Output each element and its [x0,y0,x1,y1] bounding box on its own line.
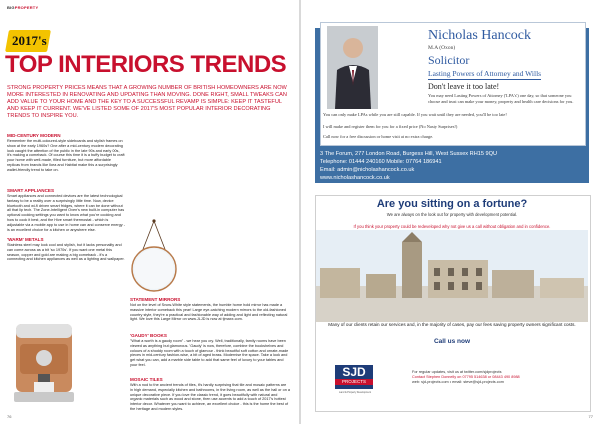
page-number-left: 76 [7,414,12,419]
footer-twitter[interactable]: For regular updates, visit us at twitter.com/sjdprojects [412,370,502,374]
section-text-warm-metals: Stainless steel may look cool and stylish, but it lacks personality and can come across as a bit 'so 1970s'. If you want one metal this season, copper and gold are making a big comeback - it's a connecting and kitchen appliances as well as a lighting and wallpaper. [7,243,125,262]
solicitor-qualification: M.A (Oxon) [428,45,456,51]
article-intro: STRONG PROPERTY PRICES MEANS THAT A GROWING NUMBER OF BRITISH HOMEOWNERS ARE NOW MORE INTERESTED IN RENOVATING AND UPDATING THAN MOVING. DONE RIGHT, SMALL TWEAKS CAN ADD VALUE TO YOUR HOME AND THE KEY TO A SUCCESSFUL REVAMP IS SIMPLE: KEEP IT TASTEFUL AND KEEP IT CURRENT. WE'VE LISTED SOME OF 2017'S MOST POPULAR INTERIOR DECORATING TRENDS TO INSPIRE YOU. [7,85,287,119]
round-mirror-image [130,217,178,297]
page-header [7,5,38,10]
development-ad-headline: Are you sitting on a fortune? [376,198,528,210]
development-ad-body: Many of our clients retain our services and, in the majority of cases, pay our fees saving property owners significant costs. [328,322,576,327]
solicitor-specialty: Lasting Powers of Attorney and Wills [428,69,542,78]
section-heading-statement-mirrors: STATEMENT MIRRORS [130,297,181,302]
development-ad-subline: We are always on the look out for property with development potential. [386,212,518,217]
development-ad-footer [412,370,582,385]
solicitor-website[interactable]: www.nicholashancock.co.uk [320,175,390,181]
article-title: TOP INTERIORS TRENDS [5,51,287,78]
solicitor-role: Solicitor [428,53,470,67]
solicitor-para-1: You may need Lasting Powers of Attorney ('LPA's') one day, so that someone you choose and trust can make your money, property and health care decisions for you. [428,93,574,104]
footer-contact: Contact Stephen Donnelly on 07795 514638 or 08443 490 8988 [412,375,520,379]
section-heading-warm-metals: 'WARM' METALS [7,237,44,242]
solicitor-para-4: Call now for a free discussion or home visit at no extra charge. [323,134,434,139]
section-text-mid-century: Remember the multi-coloured-style sideboards and stylish frames on show at the early 1960s? One after a mid-century modern decorating look caught the attention of the public in the late 90s and early 00s, it's making a comeback. Of course this time it is a buffy budget to craft your home with well-made, filled furniture, but more affordable replicas from brands like Ikea and Habitat make this a surprisingly wallet-friendly trend to take on. [7,139,125,172]
header-section: PROPERTY [14,5,39,10]
solicitor-email[interactable]: Email: admin@nicholashancock.co.uk [320,167,415,173]
badge-text: 2017's [12,33,47,48]
solicitor-name: Nicholas Hancock [428,28,532,43]
development-ad-call-to-action: Call us now [433,338,471,345]
header-brand: BIG [7,5,15,10]
section-text-smart-appliances: Smart appliances and connected devices are the latest technological fantasy to be a reality over a surprisingly little time. Now, device bluetooth and wi-fi driven smart fridges, where it can be done without all that lip tech. The Zone-Intelligent Oven's new built-in computer has optional cooking settings you want to know what you're cooking and how to cook it best, and the Hive smart thermostat - which is adjustable via a mobile app to use in home can and conserve energy - is an excellent choice for a kitchen or anywhere else. [7,194,125,232]
development-ad-midline: If you think your property could be redeveloped why not give us a call without obligation and in confidence. [353,224,551,229]
section-text-gaudy-books: "What a worth is a gaudy room" - we hear you cry. Well, traditionally, family rooms have been viewed as anything but glamorous. 'Gaudy' is now, therefore, combine the bookshelves and colours of a shoddy room with a touch of glamour - think beautiful soft cotton and ornate-made pieces in mid-century fashion-wise, a bit of aged brass. Modernise the space. Take a look and get what you can, add a marble side table to add that same feel of luxury to your tables and your feel. [130,339,289,367]
solicitor-para-3: I will make and register them for you for a fixed price (No Nasty Surprises!) [323,124,458,129]
solicitor-para-2: You can only make LPAs while you are still capable. If you wait until they are needed, you'll be too late! [323,112,507,117]
section-heading-smart-appliances: SMART APPLIANCES [7,188,55,193]
copper-coffee-machine-image [10,318,78,410]
logo-tagline: Land & Property Development [338,391,372,394]
section-heading-mosaic-tiles: MOSAIC TILES [130,377,163,382]
solicitor-portrait-image [327,26,378,109]
solicitor-headline: Don't leave it too late! [428,82,500,91]
solicitor-contact [320,150,497,182]
buildings-photo [316,230,588,322]
logo-sub-text: PROJECTS [335,379,373,385]
logo-main-text: SJD [342,365,366,379]
solicitor-phone: Telephone: 01444 240160 Mobile: 07764 186941 [320,159,442,165]
section-text-mosaic-tiles: With a nod to the ancient trends of tiles, it's hardly surprising that tile and mosaic patterns are in high demand, especially kitchen and bathrooms, in the living room, as well as the hall or on a unique decorative piece. If you love the classic trend, it goes beautifully with natural and organic materials such as wood and stone, then use accents to add a touch of 2017's hottest interior decor. Whatever you want to achieve, an excellent choice - this is the home the best of the heritage and modern styles. [130,383,290,411]
page-number-right: 77 [588,414,593,419]
section-text-statement-mirrors: Not on the level of Snow-White style statements, the humble home hold mirror has made a massive interior comeback this year! Large eye-catching modern mirrors to the old-fashioned country style, they're a practical and fashionable way of adding and light and reflecting natural light. We love this Large Mirror on www.JLJD is now at tjmaxx.com. [130,303,288,322]
sjd-projects-logo [335,365,373,389]
solicitor-address: 3 The Forum, 277 London Road, Burgess Hill, West Sussex RH15 9QU [320,151,498,157]
section-heading-mid-century: MID-CENTURY MODERN [7,133,61,138]
section-heading-gaudy-books: 'GAUDY' BOOKS [130,333,167,338]
footer-web-email[interactable]: web: sjd-projects.com • email: steve@sjd-projects.com [412,380,504,384]
